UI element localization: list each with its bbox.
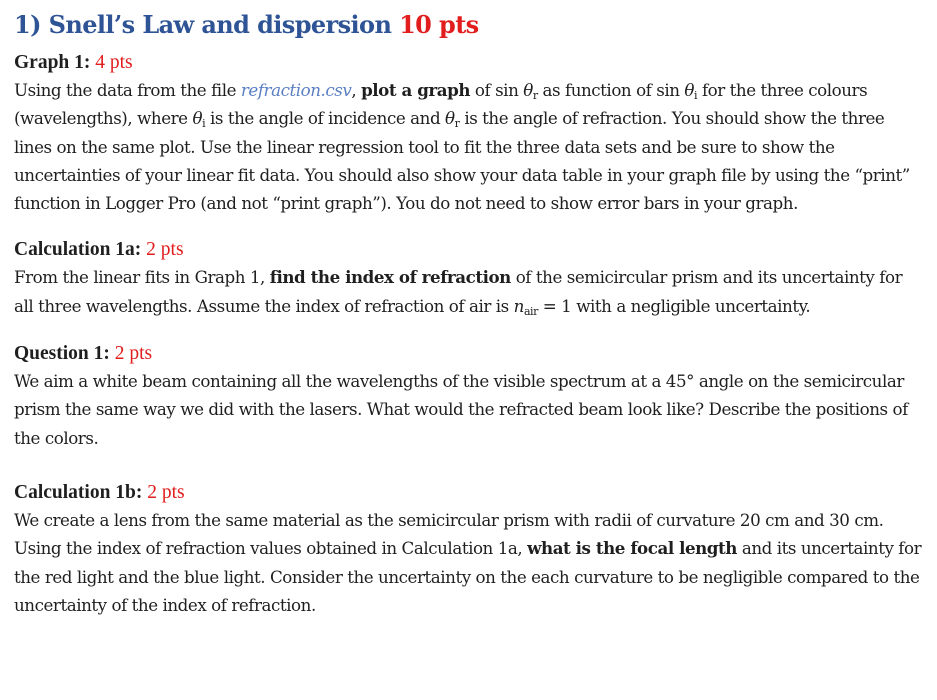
n-air-symbol: $n_{air}$ [513,295,538,318]
calc1a-bold-instruction: find the index of refraction [269,267,511,288]
graph1-text-6: is the angle of incidence and [205,108,446,129]
theta-r-symbol: $\theta_r$ [523,80,538,102]
calc1a-text-3: = 1 with a negligible uncertainty. [537,295,811,316]
graph1-text-2: , [351,80,362,100]
page-title [14,10,923,40]
title-points: 10 pts [399,10,479,39]
calc1b-heading [14,480,923,506]
graph1-body [14,76,923,217]
calc1b-section [14,480,923,619]
file-link[interactable]: refraction.csv [240,80,352,100]
theta-i-symbol-2: $\theta_i$ [192,108,206,131]
question1-heading [14,341,923,367]
calc1b-points: 2 pts [147,481,185,503]
question1-heading-label: Question 1: [14,343,110,365]
graph1-heading-label: Graph 1: [14,52,91,73]
calc1b-heading-label: Calculation 1b: [14,481,143,503]
calc1b-text-2: and its uncertainty for the red light and the blue light. Consider the uncertainty on the each curvature to be negligible compared to the uncertainty of the index of refraction. [14,538,922,615]
calc1a-heading [14,237,923,263]
graph1-heading [14,50,923,76]
calc1b-text-1: We create a lens from the same material as the semicircular prism with radii of curvature 20 cm and 30 cm. Using the index of refraction values obtained in Calculation 1a, [14,509,884,559]
calc1a-section [14,237,923,320]
graph1-text-7: is the angle of refraction. You should show the three lines on the same plot. Use the linear regression tool to fit the three data sets and be sure to show the uncertainties of your linear fit data. You should also show your data table in your graph file by using the “print” function in Logger Pro (and not “print graph”). You do not need to show error bars in your graph. [14,108,910,214]
graph1-text-5: for the three colours (wavelengths), where [14,80,868,129]
question1-points: 2 pts [114,343,153,365]
theta-i-symbol: $\theta_i$ [684,80,698,102]
calc1b-body [14,506,923,619]
graph1-text-3: of sin [470,80,524,100]
graph1-section [14,50,923,217]
graph1-points: 4 pts [95,52,133,73]
calc1b-bold-instruction: what is the focal length [527,538,737,559]
calc1a-heading-label: Calculation 1a: [14,239,142,261]
question1-section [14,341,923,452]
graph1-bold-instruction: plot a graph [361,80,471,100]
calc1a-text-2: of the semicircular prism and its uncertainty for all three wavelengths. Assume the index of refraction of air is [14,267,903,316]
question1-body: We aim a white beam containing all the wavelengths of the visible spectrum at a 45° angle on the semicircular prism the same way we did with the lasers. What would the refracted beam look like? Describe the positions of the colors. [14,371,908,448]
graph1-text-1: Using the data from the file [14,80,241,100]
theta-r-symbol-2: $\theta_r$ [445,108,460,131]
graph1-text-4: as function of sin [537,80,685,100]
calc1a-body [14,263,923,320]
title-text: 1) Snell’s Law and dispersion [14,10,392,39]
calc1a-text-1: From the linear fits in Graph 1, [14,267,270,288]
calc1a-points: 2 pts [146,239,184,261]
